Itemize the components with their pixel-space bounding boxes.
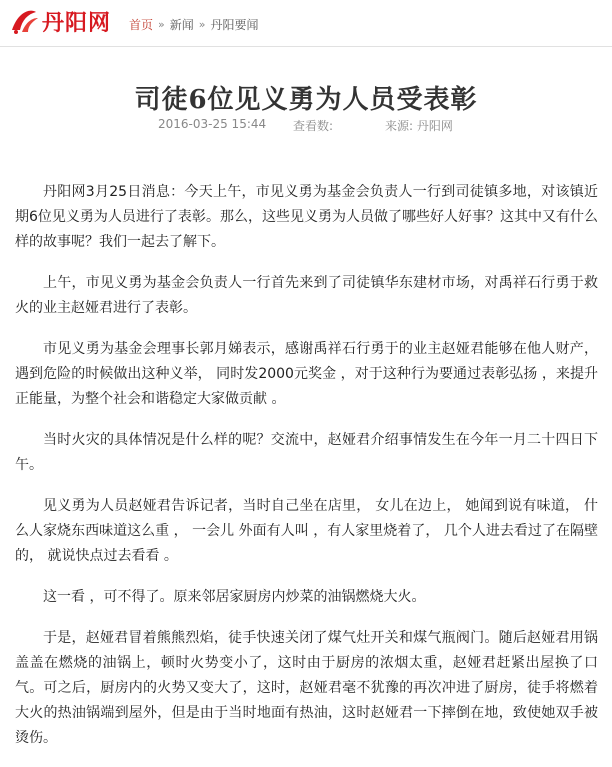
breadcrumb-danyang-news[interactable]: 丹阳要闻: [210, 18, 259, 32]
article-source: 来源: 丹阳网: [385, 119, 453, 133]
article-paragraph: 上午，市见义勇为基金会负责人一行首先来到了司徒镇华东建材市场，对禹祥石行勇于救火的业主赵娅君进行了表彰。: [15, 275, 598, 316]
article-date: 2016-03-25 15:44: [158, 117, 267, 131]
danyang-logo-icon: [8, 6, 40, 36]
article-paragraph: 市见义勇为基金会理事长郭月娣表示，感谢禹祥石行勇于的业主赵娅君能够在他人财产，遇到危险的时候做出这种义举， 同时发2000元奖金 ，对于这种行为要通过表彰弘扬 ，来提升正能量，为整个社会和谐稳定大家做贡献 。: [15, 341, 598, 407]
breadcrumb-separator: »: [198, 18, 206, 31]
article-title: 司徒6位见义勇为人员受表彰: [134, 85, 478, 115]
article-body: [15, 180, 598, 767]
logo-text: 丹阳网: [42, 10, 112, 36]
article-paragraph: 于是，赵娅君冒着熊熊烈焰，徒手快速关闭了煤气灶开关和煤气瓶阀门。随后赵娅君用锅盖盖在燃烧的油锅上，顿时火势变小了，这时由于厨房的浓烟太重，赵娅君赶紧出屋换了口气。可之后，厨房内的火势又变大了，这时，赵娅君毫不犹豫的再次冲进了厨房，徒手将燃着大火的热油锅端到屋外，但是由于当时地面有热油，这时赵娅君一下摔倒在地，致使她双手被烫伤。: [15, 630, 598, 746]
article-paragraph: 这一看 ，可不得了。原来邻居家厨房内炒菜的油锅燃烧大火。: [43, 589, 426, 605]
article-paragraph: 丹阳网3月25日消息：今天上午，市见义勇为基金会负责人一行到司徒镇多地，对该镇近期6位见义勇为人员进行了表彰。那么，这些见义勇为人员做了哪些好人好事？这其中又有什么样的故事呢？我们一起去了解下。: [15, 184, 598, 250]
article-paragraph: 当时火灾的具体情况是什么样的呢？交流中，赵娅君介绍事情发生在今年一月二十四日下午。: [15, 432, 598, 473]
site-header: [0, 0, 612, 47]
breadcrumb: [129, 16, 259, 33]
breadcrumb-home[interactable]: 首页: [129, 18, 154, 32]
breadcrumb-news[interactable]: 新闻: [169, 18, 194, 32]
site-logo[interactable]: [8, 6, 111, 36]
breadcrumb-separator: »: [158, 18, 165, 31]
article-views: 查看数:: [293, 119, 334, 133]
article-paragraph: 见义勇为人员赵娅君告诉记者，当时自己坐在店里， 女儿在边上， 她闻到说有味道， 什么人家烧东西味道这么重 ， 一会儿 外面有人叫 ，有人家里烧着了， 几个人进去看过了在隔壁的， 就说快点过去看看 。: [15, 498, 598, 564]
